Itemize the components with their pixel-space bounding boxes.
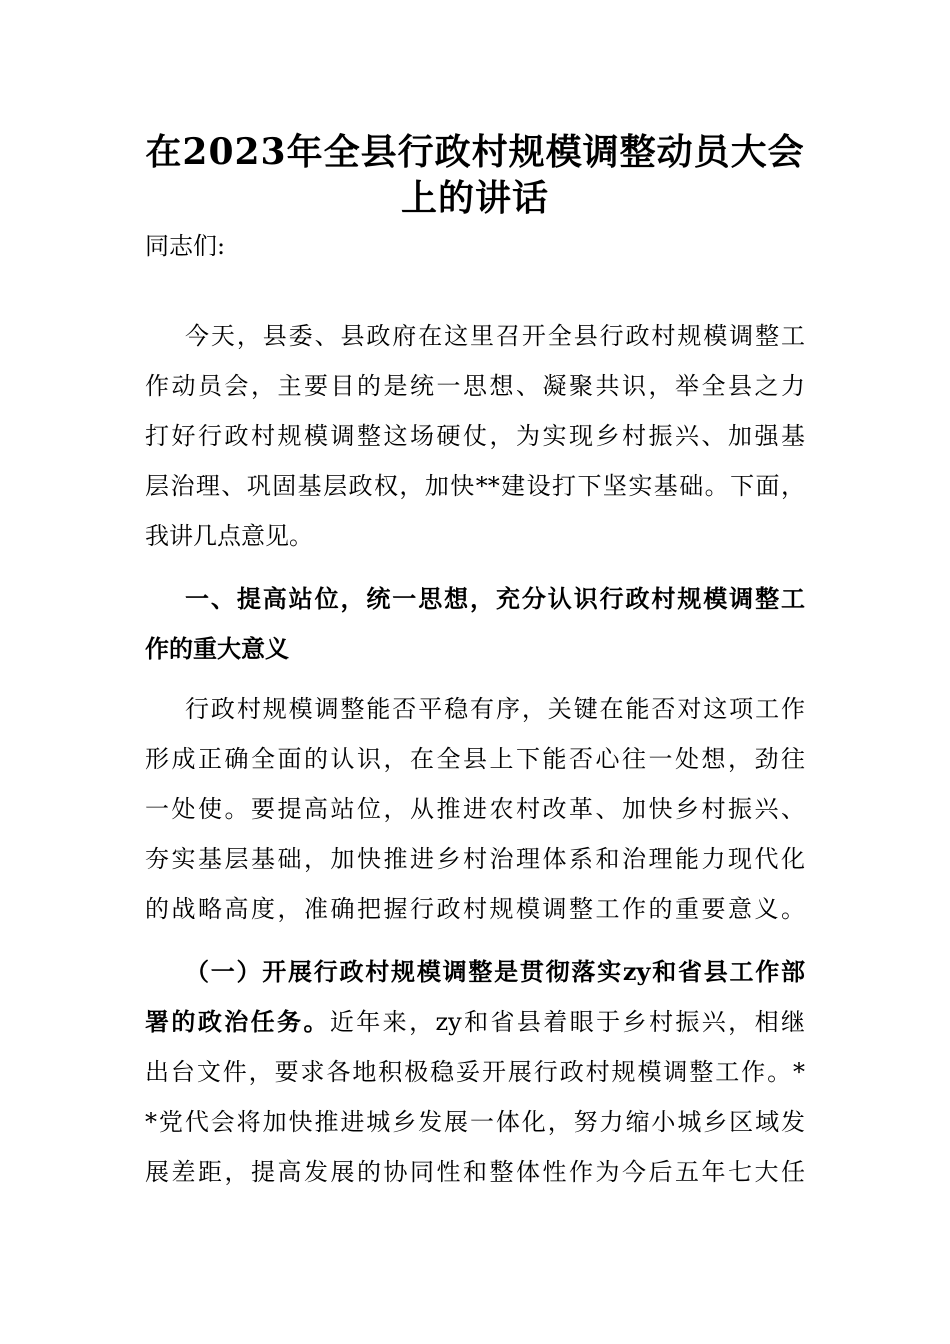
document-title-line-2: 上的讲话	[400, 177, 549, 219]
section-1-body-line-1: 行政村规模调整能否平稳有序，关键在能否对这项工作	[185, 695, 805, 723]
section-1-body-line-5: 的战略高度，准确把握行政村规模调整工作的重要意义。	[145, 895, 805, 923]
subsection-1-line-4: *党代会将加快推进城乡发展一体化，努力缩小城乡区域发	[145, 1108, 805, 1136]
section-1-heading-line-2: 作的重大意义	[145, 634, 289, 663]
intro-line-2: 作动员会，主要目的是统一思想、凝聚共识，举全县之力	[145, 372, 805, 400]
intro-line-3: 打好行政村规模调整这场硬仗，为实现乡村振兴、加强基	[145, 422, 805, 450]
section-1-heading-line-1: 一、提高站位，统一思想，充分认识行政村规模调整工	[185, 584, 805, 613]
salutation: 同志们:	[145, 232, 226, 260]
document-title-line-1: 在2023年全县行政村规模调整动员大会	[145, 131, 805, 173]
subsection-1-heading-tail: 署的政治任务。	[145, 1007, 330, 1036]
intro-line-1: 今天，县委、县政府在这里召开全县行政村规模调整工	[185, 322, 805, 350]
section-1-body-line-2: 形成正确全面的认识，在全县上下能否心往一处想，劲往	[145, 745, 805, 773]
subsection-1-line-2	[145, 1005, 805, 1039]
intro-line-5: 我讲几点意见。	[145, 522, 313, 550]
subsection-1-line-3: 出台文件，要求各地积极稳妥开展行政村规模调整工作。*	[145, 1058, 805, 1086]
subsection-1-line-5: 展差距，提高发展的协同性和整体性作为今后五年七大任	[145, 1158, 805, 1186]
subsection-1-line-2-text: 近年来，zy和省县着眼于乡村振兴，相继	[329, 1008, 806, 1036]
section-1-body-line-4: 夯实基层基础，加快推进乡村治理体系和治理能力现代化	[145, 845, 805, 873]
subsection-1-heading-line-1: （一）开展行政村规模调整是贯彻落实zy和省县工作部	[185, 957, 805, 986]
section-1-body-line-3: 一处使。要提高站位，从推进农村改革、加快乡村振兴、	[145, 795, 805, 823]
intro-line-4: 层治理、巩固基层政权，加快**建设打下坚实基础。下面，	[145, 472, 805, 500]
